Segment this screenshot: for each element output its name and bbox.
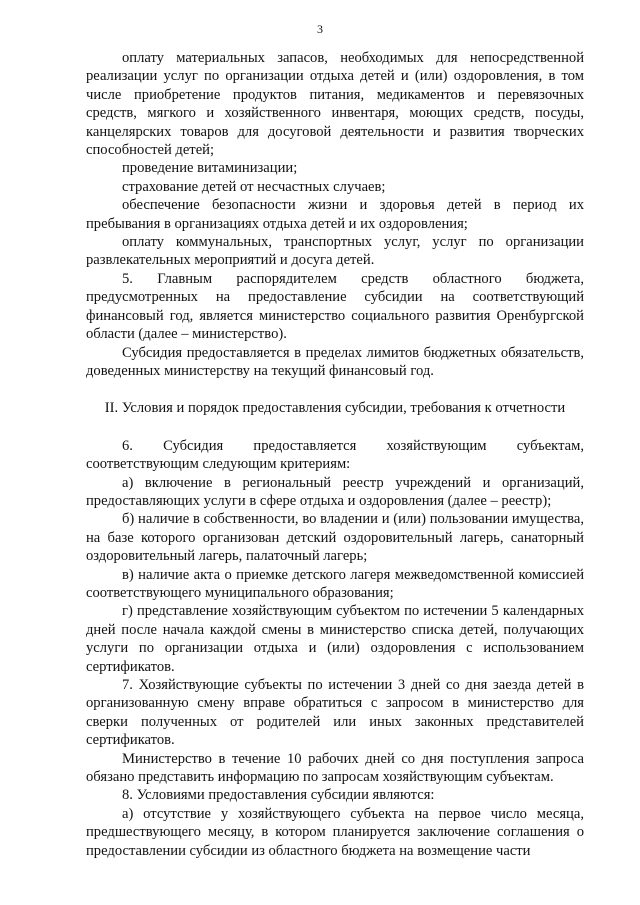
paragraph-insurance: страхование детей от несчастных случаев;: [122, 178, 386, 195]
paragraph-criterion-g: г) представление хозяйствующим субъектом по истечении 5 календарных дней после начала каждой смены в министерство списка детей, получающих услуги по организации отдыха и (или) оздоровления с использованием сертификатов.: [86, 603, 584, 675]
paragraph-safety: обеспечение безопасности жизни и здоровья детей в период их пребывания в организациях отдыха детей и их оздоровления;: [86, 197, 584, 232]
page-number: 3: [317, 22, 323, 36]
section-heading: II. Условия и порядок предоставления субсидии, требования к отчетности: [104, 400, 566, 417]
paragraph-utilities: оплату коммунальных, транспортных услуг, услуг по организации развлекательных мероприятий и досуга детей.: [86, 234, 584, 269]
paragraph-item-6: 6. Субсидия предоставляется хозяйствующим субъектам, соответствующим следующим критериям:: [86, 437, 584, 473]
paragraph-item-5: 5. Главным распорядителем средств областного бюджета, предусмотренных на предоставление субсидии на соответствующий финансовый год, является министерство социального развития Оренбургской области (далее – министерство).: [86, 270, 584, 343]
paragraph-material-costs: оплату материальных запасов, необходимых для непосредственной реализации услуг по организации отдыха детей и (или) оздоровления, в том числе приобретение продуктов питания, медикаментов и перевязочных средств, мягкого и хозяйственного инвентаря, моющих средств, посуды, канцелярских товаров для досуговой деятельности и развития творческих способностей детей;: [86, 50, 584, 159]
paragraph-item-7: 7. Хозяйствующие субъекты по истечении 3 дней со дня заезда детей в организованную смену вправе обратиться с запросом в министерство для сверки полученных от родителей или иных законных представителей сертификатов.: [86, 677, 584, 749]
paragraph-vitaminization: проведение витаминизации;: [122, 160, 298, 177]
paragraph-criterion-v: в) наличие акта о приемке детского лагеря межведомственной комиссией соответствующего муниципального образования;: [86, 566, 584, 601]
paragraph-item-8: 8. Условиями предоставления субсидии являются:: [122, 787, 435, 804]
paragraph-criterion-b: б) наличие в собственности, во владении и (или) пользовании имущества, на базе которого организован детский оздоровительный лагерь, санаторный оздоровительный лагерь, палаточный лагерь;: [86, 511, 584, 565]
paragraph-criterion-a: а) включение в региональный реестр учреждений и организаций, предоставляющих услуги в сфере отдыха и оздоровления (далее – реестр);: [86, 474, 584, 509]
paragraph-ministry-response: Министерство в течение 10 рабочих дней со дня поступления запроса обязано представить информацию по запросам хозяйствующим субъектам.: [86, 750, 584, 786]
paragraph-condition-a: а) отсутствие у хозяйствующего субъекта на первое число месяца, предшествующего месяцу, в котором планируется заключение соглашения о предоставлении субсидии из областного бюджета на возмещение части: [86, 805, 584, 859]
paragraph-subsidy-limits: Субсидия предоставляется в пределах лимитов бюджетных обязательств, доведенных министерству на текущий финансовый год.: [86, 344, 584, 379]
document-body: [86, 49, 584, 860]
